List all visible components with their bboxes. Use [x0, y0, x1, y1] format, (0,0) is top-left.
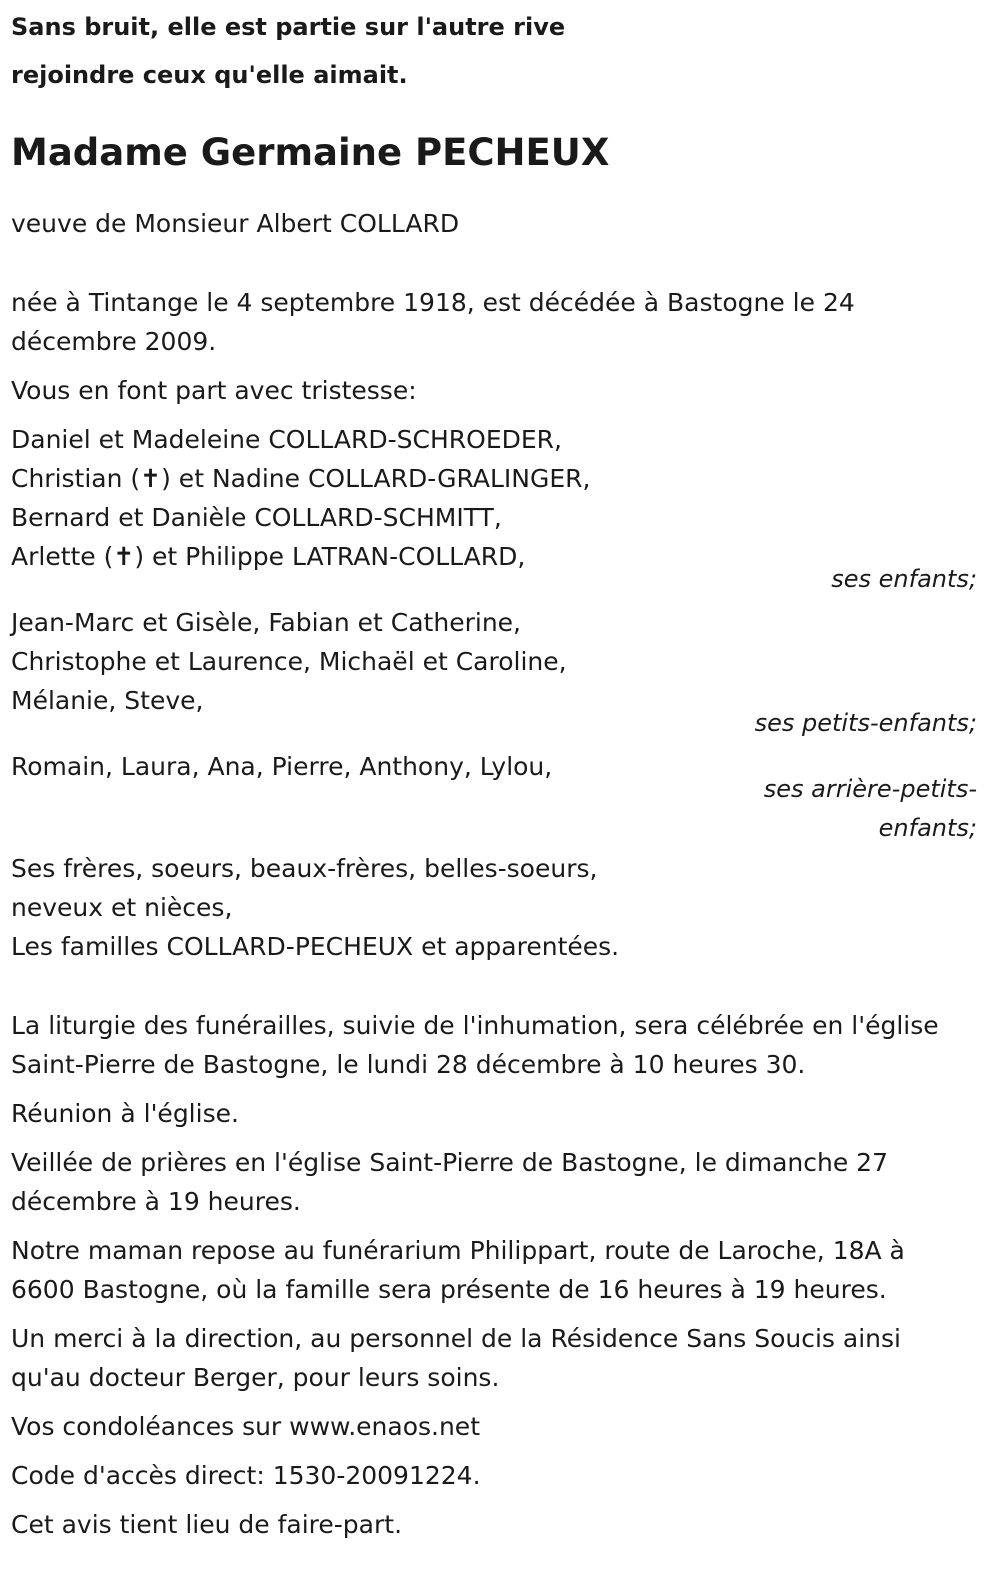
- liturgy-line: La liturgie des funérailles, suivie de l'inhumation, sera célébrée en l'église: [11, 1011, 939, 1040]
- extended-family: [11, 849, 977, 966]
- rest-paragraph: [11, 1231, 977, 1309]
- rest-line: Notre maman repose au funérarium Philippart, route de Laroche, 18A à: [11, 1236, 905, 1265]
- child-couple: Christian (✝) et Nadine COLLARD-GRALINGER,: [11, 464, 591, 493]
- grandchildren-list: [11, 603, 977, 720]
- rest-line: 6600 Bastogne, où la famille sera présente de 16 heures à 19 heures.: [11, 1275, 887, 1304]
- liturgy-line: Saint-Pierre de Bastogne, le lundi 28 décembre à 10 heures 30.: [11, 1050, 806, 1079]
- great-grandchildren-line: Romain, Laura, Ana, Pierre, Anthony, Lylou,: [11, 752, 553, 781]
- intro-quote: [11, 3, 977, 99]
- condolences-line: Vos condoléances sur www.enaos.net: [11, 1412, 480, 1441]
- meeting-line: Réunion à l'église.: [11, 1099, 239, 1128]
- thanks-paragraph: [11, 1319, 977, 1397]
- grandchild-line: Mélanie, Steve,: [11, 686, 204, 715]
- great-grandchildren-label-line: ses arrière-petits-: [763, 775, 977, 803]
- grandchild-line: Jean-Marc et Gisèle, Fabian et Catherine,: [11, 608, 521, 637]
- announcement-line: Vous en font part avec tristesse:: [11, 376, 417, 405]
- obituary-notice: [11, 0, 977, 1544]
- liturgy-paragraph: [11, 1006, 977, 1084]
- grandchild-line: Christophe et Laurence, Michaël et Caroline,: [11, 647, 567, 676]
- family-line: neveux et nièces,: [11, 893, 233, 922]
- family-line: Ses frères, soeurs, beaux-frères, belles-soeurs,: [11, 854, 598, 883]
- thanks-line: Un merci à la direction, au personnel de la Résidence Sans Soucis ainsi: [11, 1324, 901, 1353]
- grandchildren-label: ses petits-enfants;: [754, 709, 977, 737]
- child-couple: Arlette (✝) et Philippe LATRAN-COLLARD,: [11, 542, 526, 571]
- intro-line: rejoindre ceux qu'elle aimait.: [11, 61, 408, 89]
- access-code-line: Code d'accès direct: 1530-20091224.: [11, 1461, 481, 1490]
- vigil-line: Veillée de prières en l'église Saint-Pierre de Bastogne, le dimanche 27: [11, 1148, 888, 1177]
- birth-death-paragraph: [11, 283, 977, 361]
- thanks-line: qu'au docteur Berger, pour leurs soins.: [11, 1363, 500, 1392]
- vigil-paragraph: [11, 1143, 977, 1221]
- closing-line: Cet avis tient lieu de faire-part.: [11, 1510, 403, 1539]
- spouse-line: veuve de Monsieur Albert COLLARD: [11, 209, 460, 238]
- birth-death-line: née à Tintange le 4 septembre 1918, est décédée à Bastogne le 24: [11, 288, 855, 317]
- deceased-name: Madame Germaine PECHEUX: [11, 131, 610, 174]
- children-list: [11, 420, 977, 576]
- intro-line: Sans bruit, elle est partie sur l'autre rive: [11, 13, 566, 41]
- child-couple: Daniel et Madeleine COLLARD-SCHROEDER,: [11, 425, 562, 454]
- vigil-line: décembre à 19 heures.: [11, 1187, 301, 1216]
- child-couple: Bernard et Danièle COLLARD-SCHMITT,: [11, 503, 502, 532]
- great-grandchildren-label-line: enfants;: [878, 814, 977, 842]
- birth-death-line: décembre 2009.: [11, 327, 217, 356]
- children-label: ses enfants;: [831, 565, 977, 593]
- family-line: Les familles COLLARD-PECHEUX et apparentées.: [11, 932, 620, 961]
